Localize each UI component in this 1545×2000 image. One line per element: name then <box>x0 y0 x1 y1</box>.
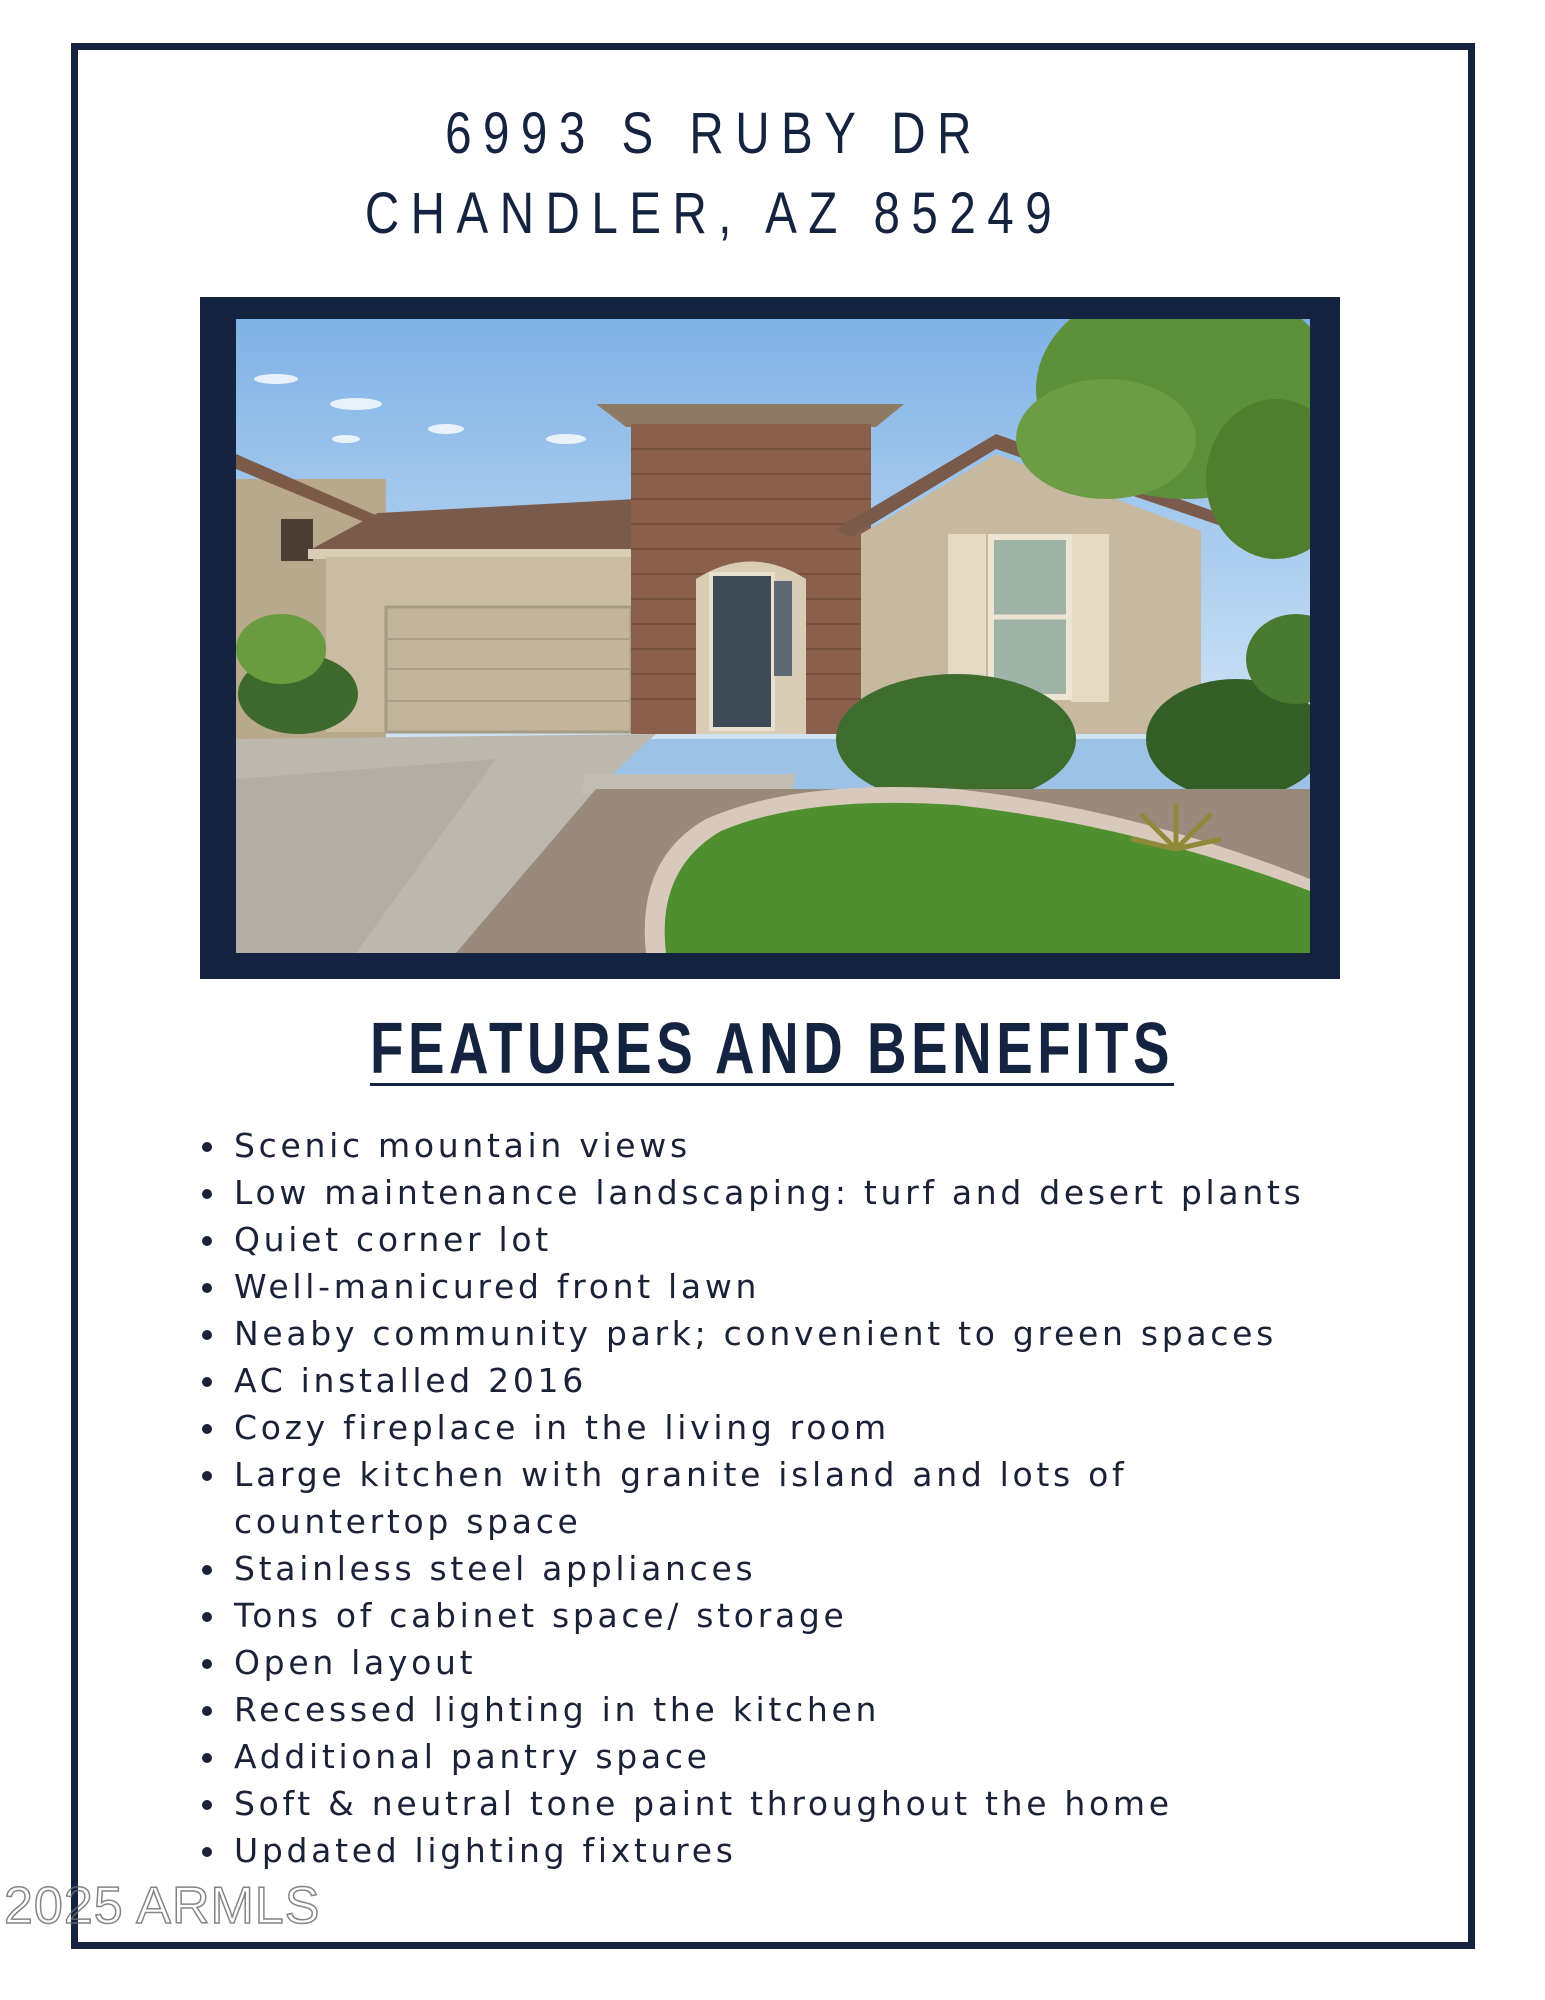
feature-item: Neaby community park; convenient to green spaces <box>198 1310 1398 1357</box>
address-city-state-zip: CHANDLER, AZ 85249 <box>364 181 1064 246</box>
feature-item: Low maintenance landscaping: turf and desert plants <box>198 1169 1398 1216</box>
features-list <box>198 1122 1398 1874</box>
feature-item: Recessed lighting in the kitchen <box>198 1686 1398 1733</box>
property-photo-frame <box>200 297 1340 979</box>
house-exterior-illustration <box>236 319 1310 953</box>
feature-item: Large kitchen with granite island and lots of countertop space <box>198 1451 1128 1545</box>
feature-item: Stainless steel appliances <box>198 1545 1398 1592</box>
copyright-watermark: 2025 ARMLS <box>4 1877 321 1935</box>
property-photo <box>236 319 1310 953</box>
feature-item: Cozy fireplace in the living room <box>198 1404 1398 1451</box>
feature-item: Well-manicured front lawn <box>198 1263 1398 1310</box>
feature-item: AC installed 2016 <box>198 1357 1398 1404</box>
address-street: 6993 S RUBY DR <box>445 101 983 166</box>
feature-item: Open layout <box>198 1639 1398 1686</box>
feature-item: Tons of cabinet space/ storage <box>198 1592 1398 1639</box>
feature-item: Updated lighting fixtures <box>198 1827 1398 1874</box>
feature-item: Quiet corner lot <box>198 1216 1398 1263</box>
features-heading: FEATURES AND BENEFITS <box>370 1009 1175 1089</box>
feature-item: Scenic mountain views <box>198 1122 1398 1169</box>
feature-item: Soft & neutral tone paint throughout the home <box>198 1780 1398 1827</box>
feature-item: Additional pantry space <box>198 1733 1398 1780</box>
